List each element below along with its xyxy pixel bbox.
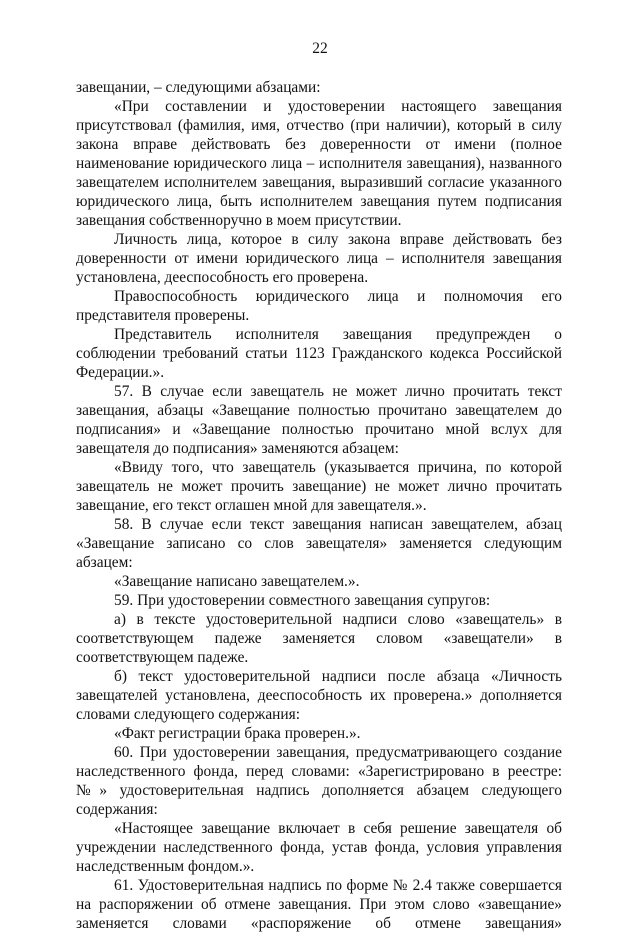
paragraph: «Завещание написано завещателем.». <box>114 573 360 590</box>
paragraph: «Факт регистрации брака проверен.». <box>114 725 361 742</box>
paragraph: 61. Удостоверительная надпись по форме № 2.4 также совершается на распоряжении об отмене завещания. При этом слово «завещание» заменяется словами «распоряжение об отмене завещания» <box>76 877 562 932</box>
paragraph: «При составлении и удостоверении настоящего завещания присутствовал (фамилия, имя, отчество (при наличии), который в силу закона вправе действовать без доверенности от имени (полное наименование юридического лица – исполнителя завещания), названного завещателем исполнителем завещания, выразивший согласие указанного юридического лица, быть исполнителем завещания путем подписания завещания собственноручно в моем присутствии. <box>76 98 562 229</box>
paragraph: Личность лица, которое в силу закона вправе действовать без доверенности от имени юридического лица – исполнителя завещания установлена, дееспособность его проверена. <box>76 231 562 286</box>
page-number: 22 <box>312 40 328 57</box>
paragraph: Представитель исполнителя завещания предупрежден о соблюдении требований статьи 1123 Гражданского кодекса Российской Федерации.». <box>76 326 562 381</box>
paragraph: завещании, – следующими абзацами: <box>76 79 321 96</box>
document-body <box>76 78 562 933</box>
paragraph: «Настоящее завещание включает в себя решение завещателя об учреждении наследственного фонда, устав фонда, условия управления наследственным фондом.». <box>76 820 562 875</box>
paragraph: Правоспособность юридического лица и полномочия его представителя проверены. <box>76 288 562 324</box>
paragraph: 59. При удостоверении совместного завещания супругов: <box>114 592 491 609</box>
paragraph: б) текст удостоверительной надписи после абзаца «Личность завещателей установлена, дееспособность их проверена.» дополняется словами следующего содержания: <box>76 668 562 723</box>
paragraph: «Ввиду того, что завещатель (указывается причина, по которой завещатель не может прочить завещание) не может лично прочитать завещание, его текст оглашен мной для завещателя.». <box>76 459 562 514</box>
paragraph: а) в тексте удостоверительной надписи слово «завещатель» в соответствующем падеже заменяется словом «завещатели» в соответствующем падеже. <box>76 611 562 666</box>
paragraph: 58. В случае если текст завещания написан завещателем, абзац «Завещание записано со слов завещателя» заменяется следующим абзацем: <box>76 516 562 571</box>
paragraph: 60. При удостоверении завещания, предусматривающего создание наследственного фонда, перед словами: «Зарегистрировано в реестре: №» удостоверительная надпись дополняется абзацем следующего содержания: <box>76 744 562 818</box>
paragraph: 57. В случае если завещатель не может лично прочитать текст завещания, абзацы «Завещание полностью прочитано завещателем до подписания» и «Завещание полностью прочитано мной вслух для завещателя до подписания» заменяются абзацем: <box>76 383 562 457</box>
